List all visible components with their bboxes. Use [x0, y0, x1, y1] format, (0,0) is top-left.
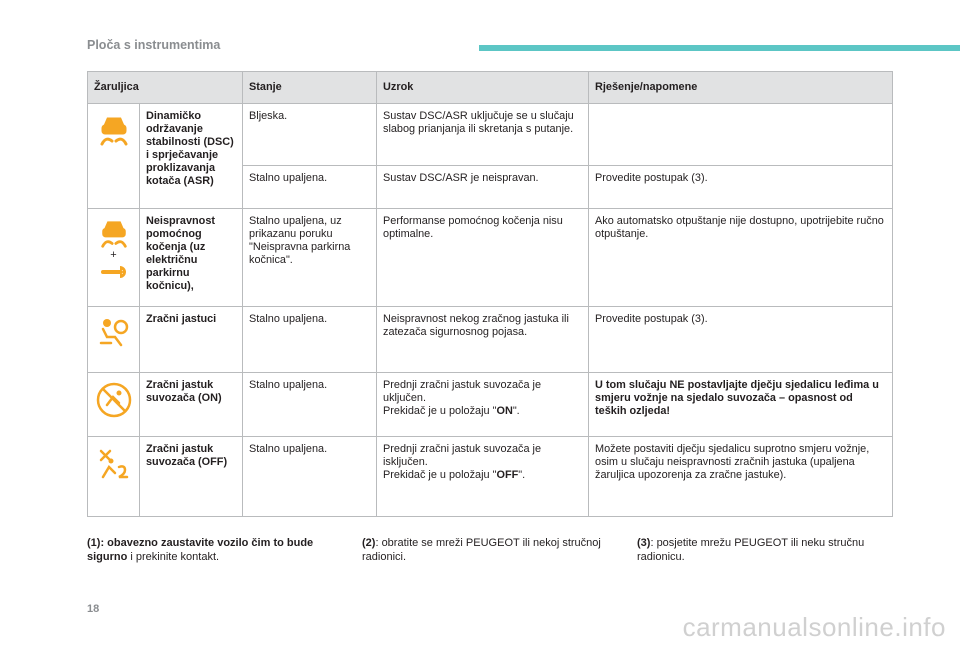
table-row	[88, 307, 893, 373]
cause-text: Prednji zračni jastuk suvozača je uključen.	[383, 379, 542, 404]
section-accent-bar	[479, 45, 960, 51]
skidding-car-icon	[97, 219, 131, 251]
airbag-icon	[97, 317, 131, 347]
icon-cell	[88, 437, 140, 517]
header-state: Stanje	[243, 72, 377, 104]
footnote-text: i prekinite kontakt.	[127, 551, 220, 563]
footnote-text: : posjetite mrežu PEUGEOT ili neku stručnu radionicu.	[637, 537, 865, 563]
plus-sign: +	[110, 249, 117, 261]
footnote-text: : obratite se mreži PEUGEOT ili nekoj stručnoj radionici.	[362, 537, 601, 563]
state-cell: Stalno upaljena, uz prikazanu poruku "Neispravna parkirna kočnica".	[243, 209, 377, 307]
table-row	[88, 104, 893, 166]
cause-switch-text: Prekidač je u položaju "	[383, 469, 497, 481]
cause-switch-end: ".	[518, 469, 526, 481]
table-row	[88, 209, 893, 307]
footnote-mark: (3)	[637, 537, 651, 549]
switch-value: ON	[496, 405, 513, 417]
passenger-airbag-off-icon	[97, 447, 131, 481]
skidding-car-icon	[96, 114, 132, 150]
solution-cell	[589, 104, 893, 166]
icon-cell	[88, 209, 140, 307]
cause-cell: Sustav DSC/ASR je neispravan.	[377, 166, 589, 209]
cause-text: Prednji zračni jastuk suvozača je isključen.	[383, 443, 542, 468]
icon-cell	[88, 104, 140, 209]
table-row	[88, 437, 893, 517]
solution-cell: U tom slučaju NE postavljajte dječju sjedalicu leđima u smjeru vožnje na sjedalo suvozača – opasnost od teških ozljeda!	[589, 373, 893, 437]
cause-cell: Neispravnost nekog zračnog jastuka ili zatezača sigurnosnog pojasa.	[377, 307, 589, 373]
wrench-icon	[98, 262, 130, 282]
indicator-name: Zračni jastuk suvozača (ON)	[140, 373, 243, 437]
state-cell: Stalno upaljena.	[243, 437, 377, 517]
state-cell: Stalno upaljena.	[243, 307, 377, 373]
state-cell: Stalno upaljena.	[243, 166, 377, 209]
solution-cell: Provedite postupak (3).	[589, 166, 893, 209]
solution-cell: Možete postaviti dječju sjedalicu suprotno smjeru vožnje, osim u slučaju neispravnosti zračnih jastuka (upaljena žaruljica upozorenja za zračne jastuke).	[589, 437, 893, 517]
solution-cell: Ako automatsko otpuštanje nije dostupno, upotrijebite ručno otpuštanje.	[589, 209, 893, 307]
table-row	[88, 373, 893, 437]
footnote-1	[87, 536, 347, 564]
state-cell: Bljeska.	[243, 104, 377, 166]
watermark: carmanualsonline.info	[682, 612, 946, 642]
indicator-table	[87, 71, 893, 517]
page-number: 18	[87, 603, 100, 615]
state-cell: Stalno upaljena.	[243, 373, 377, 437]
footnote-2	[362, 536, 602, 564]
indicator-name: Zračni jastuk suvozača (OFF)	[140, 437, 243, 517]
icon-cell	[88, 307, 140, 373]
icon-cell	[88, 373, 140, 437]
indicator-name: Neispravnost pomoćnog kočenja (uz električnu parkirnu kočnicu),	[140, 209, 243, 307]
footnote-mark: (1)	[87, 537, 101, 549]
section-title: Ploča s instrumentima	[87, 38, 221, 52]
passenger-airbag-on-icon	[95, 381, 133, 419]
header-solution: Rješenje/napomene	[589, 72, 893, 104]
footnotes	[87, 536, 892, 576]
indicator-name: Dinamičko održavanje stabilnosti (DSC) i sprječavanje proklizavanja kotača (ASR)	[140, 104, 243, 209]
cause-cell: Sustav DSC/ASR uključuje se u slučaju slabog prianjanja ili skretanja s putanje.	[377, 104, 589, 166]
cause-cell: Performanse pomoćnog kočenja nisu optimalne.	[377, 209, 589, 307]
solution-cell: Provedite postupak (3).	[589, 307, 893, 373]
switch-value: OFF	[496, 469, 519, 481]
table-header-row	[88, 72, 893, 104]
header-cause: Uzrok	[377, 72, 589, 104]
cause-switch-end: ".	[512, 405, 520, 417]
header-indicator: Žaruljica	[88, 72, 243, 104]
indicator-name: Zračni jastuci	[140, 307, 243, 373]
cause-switch-text: Prekidač je u položaju "	[383, 405, 497, 417]
footnote-3	[637, 536, 892, 564]
footnote-bold-text: : obavezno zaustavite vozilo čim to bude sigurno	[87, 537, 314, 563]
cause-cell	[377, 373, 589, 437]
footnote-mark: (2)	[362, 537, 376, 549]
cause-cell	[377, 437, 589, 517]
